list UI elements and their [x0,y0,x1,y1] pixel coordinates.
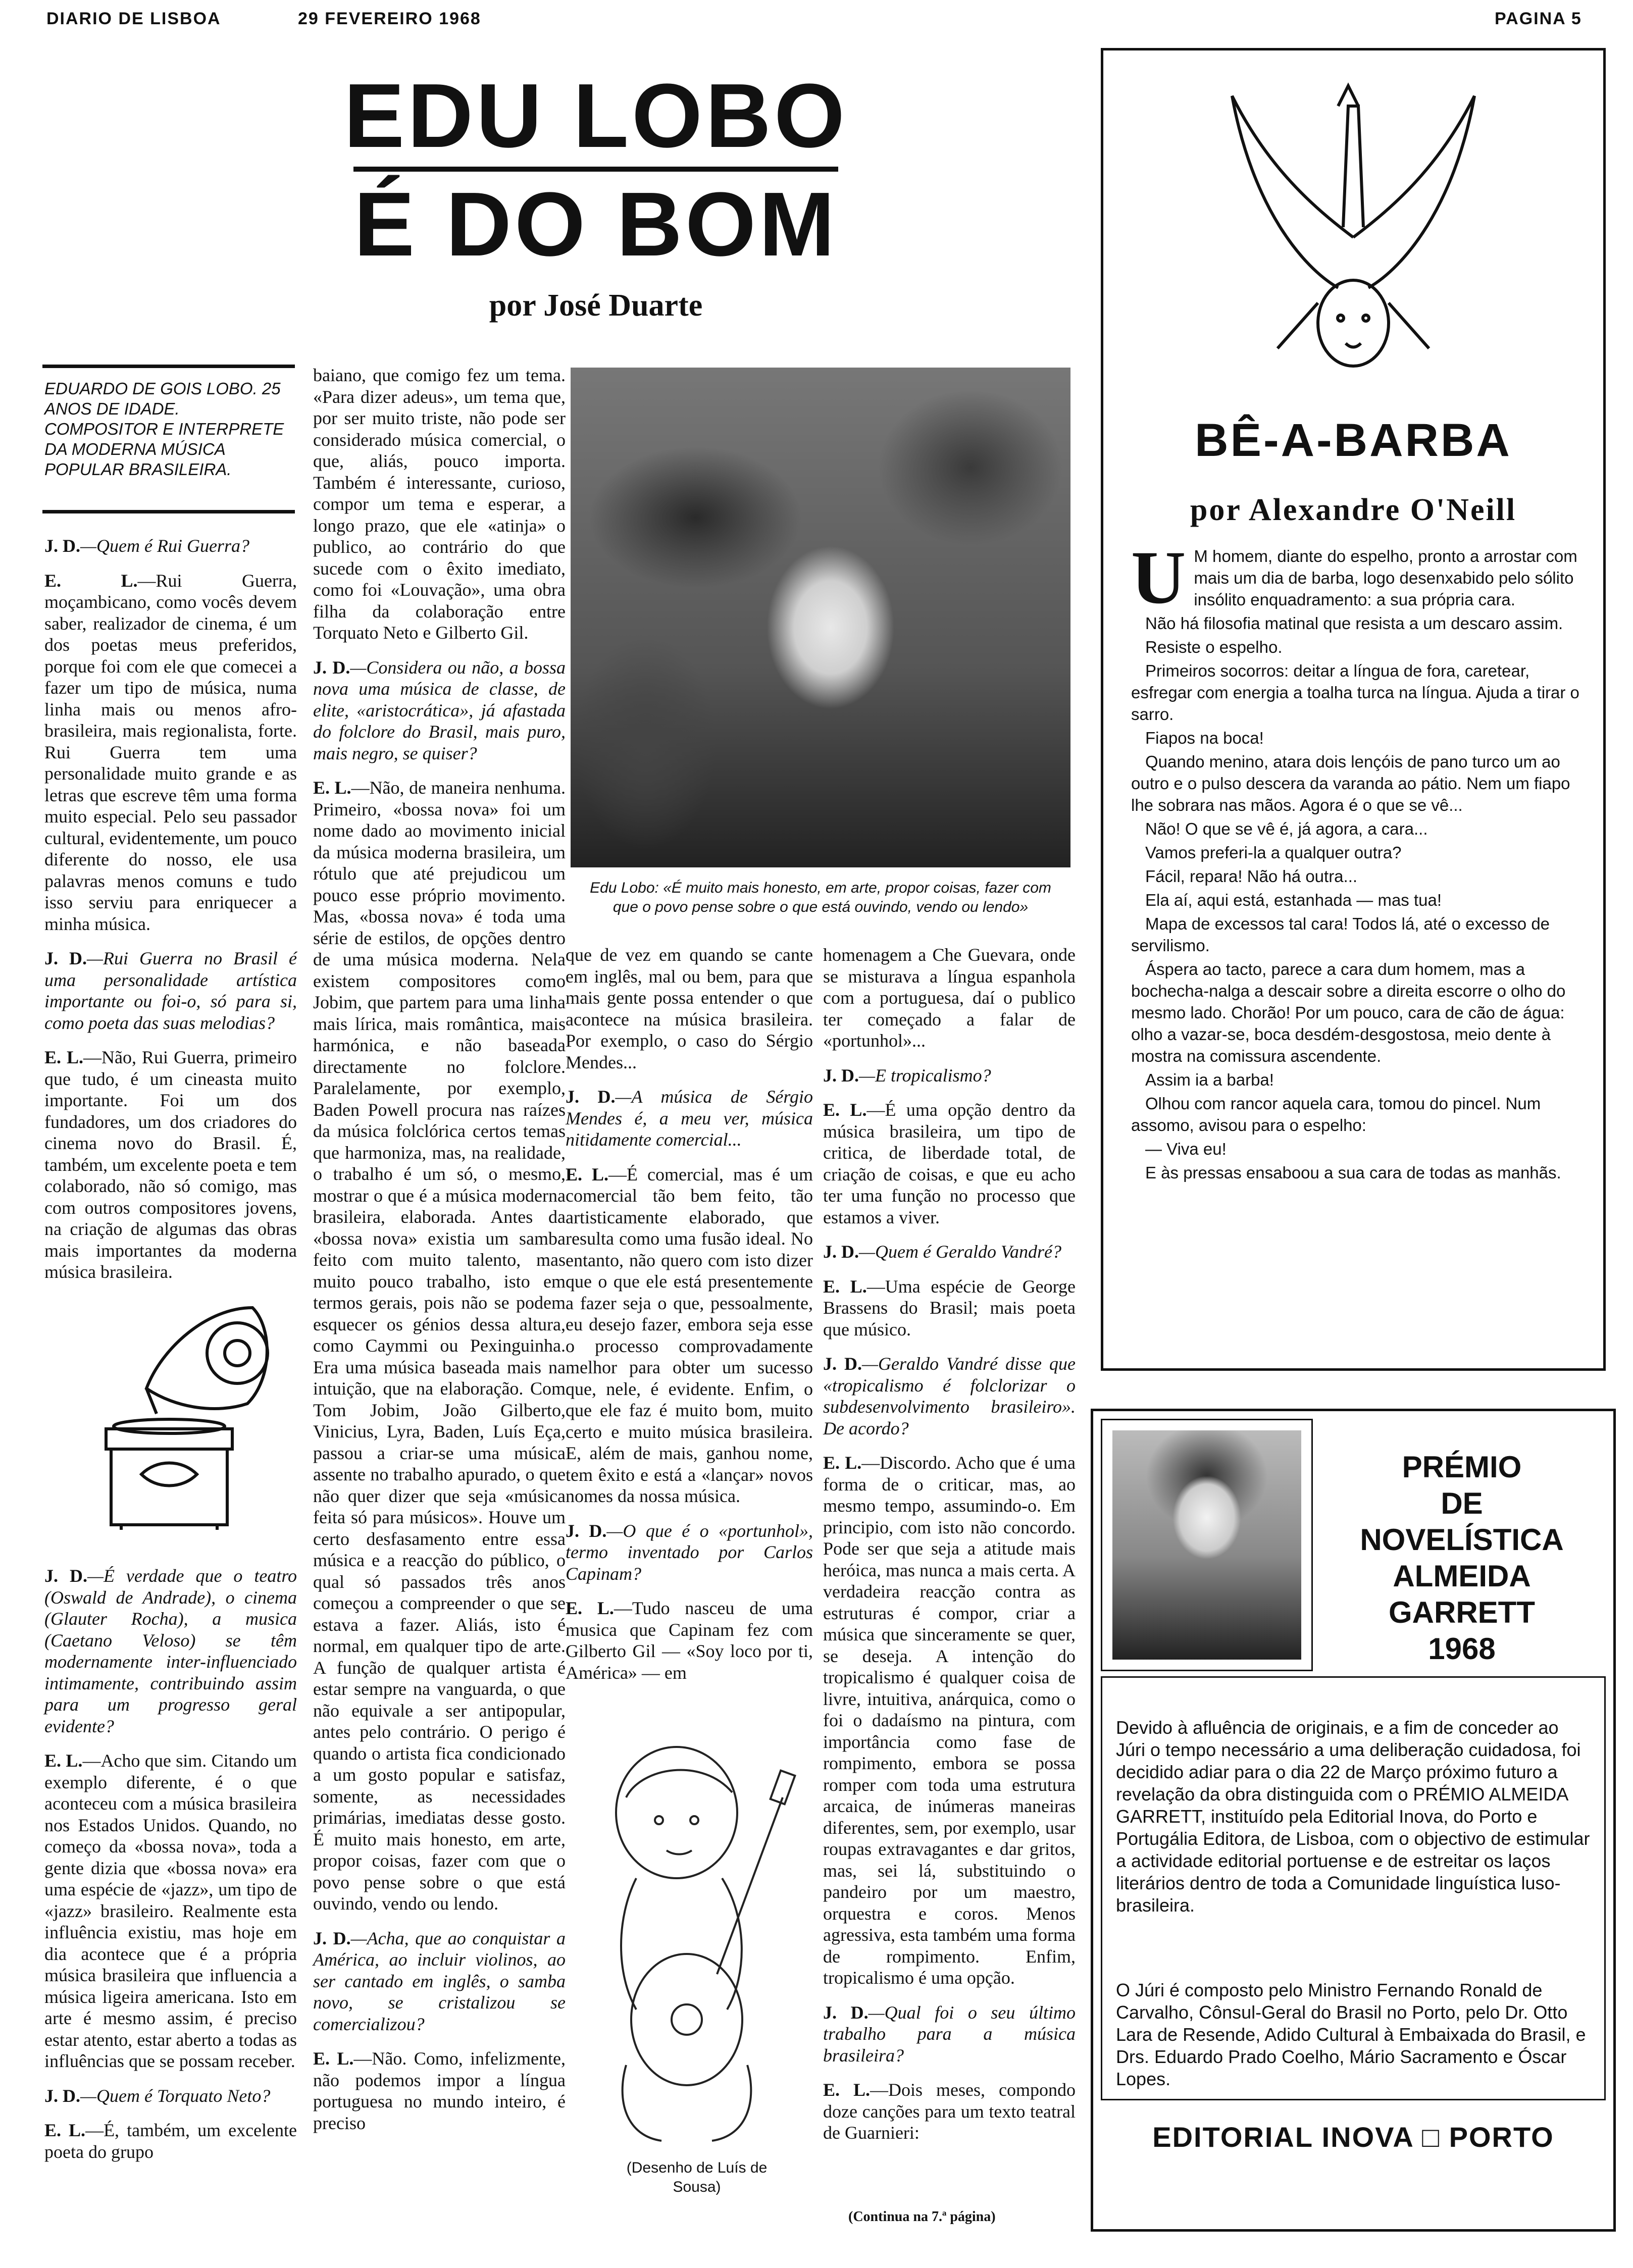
prize-line: PRÉMIO [1402,1450,1522,1484]
paragraph: J. D.—Quem é Torquato Neto? [44,2085,271,2106]
paragraph: J. D.—Quem é Rui Guerra? [44,536,249,556]
paragraph: E. L.—Acho que sim. Citando um exemplo diferente, é o que aconteceu com a música brasileira nos Estados Unidos. Quando, no começo da «bossa nova», toda a gente dizia que «bossa nova» era uma espécie de «jazz», um tipo de «jazz» brasileiro. Realmente esta influência existiu, mas hoje em dia acontece que é a própria música brasileira que influencia a música ligeira americana. Isto em arte é mesmo assim, é preciso estar atento, estar aberto a todas as influências que se possam receber. [44,1750,297,2071]
paragraph: E. L.—É, também, um excelente poeta do grupo [44,2120,297,2162]
prize-line: ALMEIDA GARRETT [1389,1559,1535,1629]
paragraph: J. D.—O que é o «portunhol», termo inventado por Carlos Capinam? [566,1520,813,1584]
paragraph: M homem, diante do espelho, pronto a arrostar com mais um dia de barba, logo desenxabido pelo sólito insólito enquadramento: a sua própria cara. [1194,547,1577,609]
almeida-garrett-portrait [1112,1430,1301,1660]
paragraph: J. D.—Qual foi o seu último trabalho para a música brasileira? [823,2002,1076,2066]
article-column-2 [313,365,566,2263]
paragraph: J. D.—Considera ou não, a bossa nova uma música de classe, de elite, «aristocrática», já afastada do folclore do Brasil, mais puro, mais negro, se quiser? [313,657,566,763]
dropcap: U [1131,536,1186,620]
guitar-player-drawing [586,1737,798,2151]
prize-title [1323,1449,1601,1667]
paragraph: homenagem a Che Guevara, onde se misturava a língua espanhola com a portuguesa, daí o publico ter começado a falar de «portunhol»... [823,945,1076,1051]
portrait-frame [1101,1419,1313,1671]
paragraph: Quando menino, atara dois lençóis de pano turco um ao outro e o pulso descera da varanda ao pátio. Nem um fiapo lhe sobrara nas mãos. Agora é o que se vê... [1131,752,1570,814]
paragraph: J. D.—É verdade que o teatro (Oswald de Andrade), o cinema (Glauter Rocha), a musica (Caetano Veloso) se têm modernamente inter-influenciado intimamente, contribuindo assim para um progresso geral evidente? [44,1566,297,1736]
paragraph: baiano, que comigo fez um tema. «Para dizer adeus», um tema que, por ser muito triste, não pode ser considerado música comercial, o que, aliás, pouco importa. Também é interessante, curioso, compor um tema e esperar, a longo prazo, que ele «atinja» o publico, ao contrário do que sucede com o êxito imediato, como foi «Louvação», uma obra filha da colaboração entre Torquato Neto e Gilberto Gil. [313,365,566,643]
paragraph: E. L.—Não, de maneira nenhuma. Primeiro, «bossa nova» foi um nome dado ao movimento inicial da música moderna brasileira, um rótulo que até prejudicou um pouco esse próprio movimento. Mas, «bossa nova» é toda uma série de estilos, de opções dentro de uma música moderna. Nela existem compositores como Jobim, que partem para uma linha mais lírica, mais romântica, mais harmónica, e não baseada directamente no folclore. Paralelamente, por exemplo, Baden Powell procura nas raízes da música folclórica certos temas que harmoniza, mas, na realidade, o trabalho é um só, o mesmo, mostrar o que é a música moderna brasileira, elaborada. Antes da «bossa nova» existia um samba feito com muito talento, mas muito pouco trabalho, isto em termos gerais, pois não se podem esquecer os génios dessa altura, como Caymmi ou Pexinguinha. Era uma música baseada mais na intuição, que na elaboração. Com Tom Jobim, João Gilberto, Vinicius, Lyra, Baden, Luís Eça, passou a criar-se uma música assente no trabalho apurado, o que não quer dizer que seja «música feita só para músicos». Houve um certo desfasamento entre essa música e a reacção do público, o qual só passados três anos começou a compreender o que se estava a fazer. Aliás, isto é normal, em qualquer tipo de arte. A função de qualquer artista é estar sempre na vanguarda, o que não equivale a ser antipopular, antes pelo contrário. O perigo é quando o artista fica condicionado a um gosto popular e satisfaz, somente, as necessidades primárias, imediatas desse gosto. É muito mais honesto, em arte, propor coisas, fazer com que o povo pense sobre o que está ouvindo, vendo ou lendo. [313,778,566,1914]
paragraph: J. D.—Geraldo Vandré disse que «tropicalismo é folclorizar o subdesenvolvimento brasileiro». De acordo? [823,1354,1076,1438]
issue-date: 29 FEVEREIRO 1968 [298,9,481,28]
paragraph: Não há filosofia matinal que resista a um descaro assim. [1145,614,1563,633]
article-column-4 [823,944,1076,2143]
paragraph: Áspera ao tacto, parece a cara dum homem, mas a bochecha-nalga a descair sobre a direita escorre o olho do mesmo lado. Chorão! Por um pouco, cara de cão de água: olho a vazar-se, boca desdém-desgostosa, meio dente à mostra na comissura ascendente. [1131,960,1566,1065]
paragraph: J. D.—Quem é Geraldo Vandré? [823,1242,1061,1262]
paragraph: E às pressas ensaboou a sua cara de todas as manhãs. [1145,1163,1561,1182]
paragraph: E. L.—Não. Como, infelizmente, não podemos impor a língua portuguesa no mundo inteiro, é preciso [313,2048,566,2133]
paragraph: E. L.—Não, Rui Guerra, primeiro que tudo, é um cineasta muito importante. Foi um dos fundadores, um dos criadores do cinema novo do Brasil. É, também, um excelente poeta e tem colaborado, não só comigo, mas com outros compositores jovens, na criação de algumas das obras mais importantes da moderna música brasileira. [44,1047,297,1282]
continued-note: (Continua na 7.ª página) [848,2209,996,2225]
paragraph: Resiste o espelho. [1145,638,1283,656]
paragraph: Mapa de excessos tal cara! Todos lá, até o excesso de servilismo. [1131,914,1550,955]
intro-rule-top [42,365,295,368]
edu-lobo-photo [571,368,1070,867]
paragraph: E. L.—Tudo nasceu de uma musica que Capinam fez com Gilberto Gil — «Soy loco por ti, América» — em [566,1598,813,1683]
page-number: PAGINA 5 [1495,9,1582,28]
prize-announcement: Devido à afluência de originais, e a fim de conceder ao Júri o tempo necessário a uma deliberação cuidadosa, foi decidido adiar para o dia 22 de Março próximo futuro a revelação da obra distinguida com o PRÉMIO ALMEIDA GARRETT, instituído pela Editorial Inova, do Porto e Portugália Editora, de Lisboa, com o objectivo de estimular a actividade editorial portuense e de estreitar os laços literários dentro de toda a Comunidade linguística luso-brasileira. [1116,1717,1590,1916]
prize-line: NOVELÍSTICA [1360,1523,1564,1557]
column-text [1131,536,1586,1185]
paragraph: Não! O que se vê é, já agora, a cara... [1145,819,1428,838]
article-intro: EDUARDO DE GOIS LOBO. 25 ANOS DE IDADE. COMPOSITOR E INTERPRETE DA MODERNA MÚSICA POPULAR BRASILEIRA. [44,379,284,479]
paragraph: E. L.—Uma espécie de George Brassens do Brasil; mais poeta que músico. [823,1276,1076,1339]
photo-caption: Edu Lobo: «É muito mais honesto, em arte, propor coisas, fazer com que o povo pense sobre o que está ouvindo, vendo ou lendo» [590,880,1051,915]
drawing-credit: (Desenho de Luís de Sousa) [626,2159,768,2195]
prize-line: DE [1441,1486,1483,1520]
intro-rule-bottom [42,510,295,513]
gramophone-illustration [86,1287,278,1530]
article-column-3 [566,944,813,1683]
paragraph: — Viva eu! [1145,1140,1227,1158]
publisher-footer: EDITORIAL INOVA □ PORTO [1152,2121,1554,2153]
paragraph: Fácil, repara! Não há outra... [1145,867,1358,886]
prize-line: 1968 [1428,1632,1496,1666]
paragraph: que de vez em quando se cante em inglês, mal ou bem, para que mais gente possa entender o que acontece na música brasileira. Por exemplo, o caso do Sérgio Mendes... [566,945,813,1072]
article-column-1 [44,535,297,1399]
article-title-line2: É DO BOM [353,174,838,275]
article-byline: por José Duarte [489,288,703,323]
paragraph: Assim ia a barba! [1145,1070,1274,1089]
paragraph: Vamos preferi-la a qualquer outra? [1145,843,1402,862]
paragraph: J. D.—Rui Guerra no Brasil é uma personalidade artística importante ou foi-o, só para si, como poeta das suas melodias? [44,948,297,1033]
paragraph: E. L.—Rui Guerra, moçambicano, como vocês devem saber, realizador de cinema, é um dos poetas meus preferidos, porque foi com ele que comecei a fazer um tipo de música, numa linha mais ou menos afro-brasileira, mais regionalista, forte. Rui Guerra tem uma personalidade muito grande e as letras que escreve têm uma forma muito especial. Pelo seu passador cultural, evidentemente, um pouco diferente do nosso, ele usa palavras menos comuns e tudo isso serviu para enriquecer a minha música. [44,570,297,934]
article-title-line1: EDU LOBO [343,65,848,167]
paragraph: E. L.—Dois meses, compondo doze canções para um texto teatral de Guarnieri: [823,2080,1076,2143]
column-title: BÊ-A-BARBA [1195,415,1512,466]
paragraph: J. D.—A música de Sérgio Mendes é, a meu ver, música nitidamente comercial... [566,1087,813,1150]
paragraph: Ela aí, aqui está, estanhada — mas tua! [1145,891,1442,909]
paragraph: E. L.—Discordo. Acho que é uma forma de o criticar, mas, ao mesmo tempo, assumindo-o. Em principio, com isto não concordo. Pode ser que seja a atitude mais heróica, mas nunca a mais certa. A verdadeira reacção contra as estruturas é compor, criar a música que sinceramente se quer, se deseja. A intenção do tropicalismo é qualquer coisa de livre, intuitiva, anárquica, como o foi o dadaísmo na pintura, com importância como fase de rompimento, embora se possa romper com toda uma estrutura arcaica, de inúmeras maneiras diferentes, sem, por exemplo, usar roupas extravagantes e dar gritos, mas, sei lá, substituindo o pandeiro por um maestro, orquestra e coros. Menos agressiva, esta também uma forma de rompimento. Enfim, tropicalismo é uma opção. [823,1453,1076,1988]
paragraph: Primeiros socorros: deitar a língua de fora, caretear, esfregar com energia a toalha turca na língua. Ajuda a tirar o sarro. [1131,661,1579,724]
paragraph: E. L.—É comercial, mas é um comercial tão bem feito, tão artisticamente elaborado, que resulta como uma fusão ideal. No entanto, não quero com isto dizer que o que ele está presentemente a fazer seja o que, pessoalmente, eu desejo fazer, embora seja esse o processo comprovadamente melhor para obter um sucesso que, nele, é evidente. Enfim, o que ele faz é muito bom, muito certo e muito música brasileira. E, além de mais, ganhou nome, tem êxito e está a «lançar» novos nomes da nossa música. [566,1164,813,1506]
masthead-label: DIARIO DE LISBOA [46,9,221,28]
paragraph: J. D.—Acha, que ao conquistar a América, ao incluir violinos, ao ser cantado em inglês, o samba novo, se cristalizou se comercializou? [313,1928,566,2034]
column-byline: por Alexandre O'Neill [1190,493,1517,527]
article-column-1b [44,1565,297,2267]
winged-figure-illustration [1222,76,1485,389]
prize-jury: O Júri é composto pelo Ministro Fernando Ronald de Carvalho, Cônsul-Geral do Brasil no Porto, pelo Dr. Otto Lara de Resende, Adido Cultural à Embaixada do Brasil, e Drs. Eduardo Prado Coelho, Mário Sacramento e Óscar Lopes. [1116,1980,1586,2089]
paragraph: J. D.—E tropicalismo? [823,1065,991,1086]
paragraph: E. L.—É uma opção dentro da música brasileira, um tipo de critica, de liberdade total, de criação de coisas, e que eu acho ter uma função no processo que estamos a viver. [823,1100,1076,1227]
title-divider [353,167,838,172]
paragraph: Olhou com rancor aquela cara, tomou do pincel. Num assomo, avisou para o espelho: [1131,1094,1541,1135]
paragraph: Fiapos na boca! [1145,729,1264,747]
